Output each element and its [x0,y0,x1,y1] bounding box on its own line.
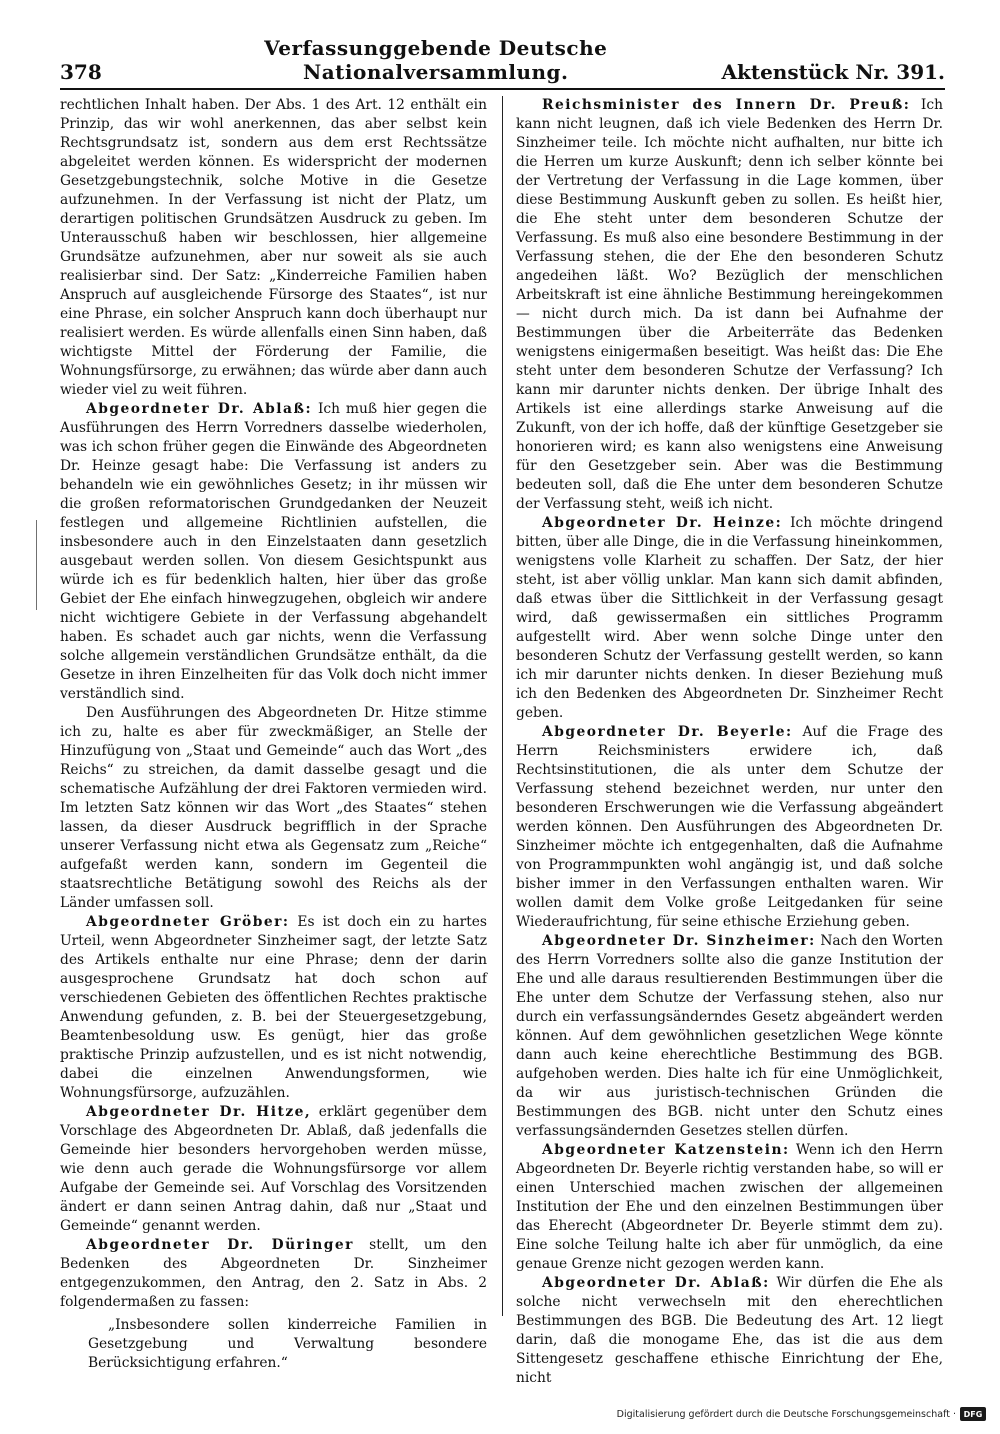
paragraph [60,96,487,400]
margin-mark [36,520,39,610]
speaker-name: Abgeordneter Katzenstein: [542,1142,790,1158]
paragraph-text: Es ist doch ein zu hartes Urteil, wenn Abgeordneter Sinzheimer sagt, der letzte Satz des Artikels enthalte nur eine Phrase; denn der darin ausgesprochene Grundsatz hat doch schon auf verschiedenen Gebieten des öffentlichen Rechtes praktische Anwendung gefunden, z. B. bei der Steuergesetzgebung, Beamtenbesoldung usw. Es genügt, hier das große praktische Prinzip aufzustellen, und es ist nicht notwendig, dabei die einzelnen Anwendungsformen, wie Wohnungsfürsorge, aufzuzählen. [60,914,488,1101]
block-quote [60,1316,487,1373]
paragraph [60,704,487,913]
paragraph [60,1103,487,1236]
paragraph [60,400,487,704]
paragraph-text: rechtlichen Inhalt haben. Der Abs. 1 des Art. 12 enthält ein Prinzip, das wir wohl anerkennen, das aber selbst kein Rechtsgrundsatz ist, sondern aus dem erst Rechtssätze abgeleitet werden können. Es widerspricht der modernen Gesetzgebungstechnik, solche Motive in die Gesetze aufzunehmen. In der Verfassung ist nicht der Platz, um derartigen politischen Grundsätzen Ausdruck zu geben. Im Unterausschuß haben wir beschlossen, hier allgemeine Grundsätze aufzunehmen, aber nur soweit als sie auch realisierbar sind. Der Satz: „Kinderreiche Familien haben Anspruch auf ausgleichende Fürsorge des Staates“, ist nur eine Phrase, ein solcher Anspruch kann doch überhaupt nur realisiert werden. Es würde allenfalls einen Sinn haben, daß wichtigste Mittel der Förderung der Familie, die Wohnungsfürsorge, zu erwähnen; das würde aber dann auch wieder viel zu weit führen. [60,97,487,398]
credit-text: Digitalisierung gefördert durch die Deutsche Forschungsgemeinschaft · [616,1408,956,1420]
column-divider [502,96,503,1316]
paragraph-text: stellt, um den Bedenken des Abgeordneten Dr. Sinzheimer entgegenzukommen, den Antrag, den 2. Satz in Abs. 2 folgendermaßen zu fassen: [60,1237,488,1310]
paragraph [516,932,943,1141]
paragraph-text: erklärt gegenüber dem Vorschlage des Abgeordneten Dr. Ablaß, daß jedenfalls die Gemeinde hier besonders hervorgehoben werden müsse, wie denn auch gerade die Wohnungsfürsorge vor allem Aufgabe der Gemeinde sei. Auf Vorschlag des Vorsitzenden ändert er dann seinen Antrag dahin, daß nur „Staat und Gemeinde“ genannt werden. [60,1104,488,1234]
paragraph-text: Wir dürfen die Ehe als solche nicht verwechseln mit den eherechtlichen Bestimmungen des BGB. Die Bedeutung des Art. 12 liegt darin, daß die monogame Ehe, das ist die aus dem Sittengesetz geschaffene ethische Einrichtung der Ehe, nicht [516,1275,943,1386]
paragraph-text: Wenn ich den Herrn Abgeordneten Dr. Beyerle richtig verstanden habe, so will er einen Unterschied machen zwischen der allgemeinen Institution der Ehe und den einzelnen Bestimmungen über das Eherecht (Abgeordneter Dr. Beyerle stimmt dem zu). Eine solche Teilung halte ich aber für unmöglich, da eine genaue Grenze nicht gezogen werden kann. [516,1142,943,1272]
paragraph [516,96,943,514]
paragraph-text: Nach den Worten des Herrn Vorredners sollte also die ganze Institution der Ehe und alle daraus resultierenden Bestimmungen über die Ehe unter dem Schutze der Verfassung stehen, also nur durch ein verfassungsänderndes Gesetz abgeändert werden können. Auf dem gewöhnlichen gesetzlichen Wege könnte dann auch keine eherechtliche Bestimmung des BGB. aufgehoben werden. Dies halte ich für eine Unmöglichkeit, da wir aus juristisch-technischen Gründen die Bestimmungen des BGB. nicht unter den Schutz eines verfassungsändernden Gesetzes stellen dürfen. [516,933,943,1139]
paragraph [516,1274,943,1388]
speaker-name: Abgeordneter Dr. Ablaß: [542,1275,770,1291]
page-header [60,36,945,90]
paragraph-text: Ich möchte dringend bitten, über alle Dinge, die in die Verfassung hineinkommen, wenigstens volle Klarheit zu schaffen. Der Satz, der hier steht, ist aber völlig unklar. Man kann sich damit abfinden, daß etwas über die Sittlichkeit in der Verfassung gesagt wird, daß gewissermaßen ein sittliches Programm aufgestellt wird. Aber wenn solche Dinge unter den besonderen Schutz der Verfassung gestellt werden, so kann ich mir darunter nichts denken. In dieser Beziehung muß ich den Bedenken des Abgeordneten Dr. Sinzheimer Recht geben. [516,515,943,721]
paragraph-text: Auf die Frage des Herrn Reichsministers erwidere ich, daß Rechtsinstitutionen, die als unter dem Schutze der Verfassung stehend bezeichnet werden, nur unter den besonderen Erschwerungen wie die Verfassung abgeändert werden können. Den Ausführungen des Abgeordneten Dr. Sinzheimer möchte ich entgegenhalten, daß die Aufnahme von Programmpunkten wohl angängig ist, und daß solche bisher immer in den Verfassungen enthalten waren. Wir wollen damit dem Volke große Leitgedanken für seine Wiederaufrichtung, für seine ethische Erziehung geben. [516,724,943,930]
speaker-name: Abgeordneter Dr. Beyerle: [542,724,793,740]
speaker-name: Abgeordneter Dr. Hitze, [86,1104,312,1120]
speaker-name: Abgeordneter Dr. Ablaß: [86,401,313,417]
running-title: Verfassunggebende Deutsche Nationalversammlung. [264,36,608,84]
paragraph [60,913,487,1103]
paragraph [516,1141,943,1274]
page-number: 378 [60,60,102,84]
speaker-name: Reichsminister des Innern Dr. Preuß: [542,97,911,113]
speaker-name: Abgeordneter Gröber: [86,914,290,930]
paragraph [60,1236,487,1312]
paragraph-text: Ich muß hier gegen die Ausführungen des Herrn Vorredners dasselbe wiederholen, was ich schon früher gegen die Einwände des Abgeordneten Dr. Heinze gesagt habe: Die Verfassung ist anders zu behandeln wie ein gewöhnliches Gesetz; in ihr müssen wir die großen reformatorischen Grundgedanken der Neuzeit festlegen und allgemeine Richtlinien aufstellen, die insbesondere auch in den Einzelstaaten dann gesetzlich ausgebaut werden sollen. Von diesem Gesichtspunkt aus würde ich es für bedenklich halten, hier über das große Gebiet der Ehe einfach hinwegzugehen, obgleich wir andere nicht wichtigere Gebiete in der Verfassung abgehandelt haben. Es schadet auch gar nichts, wenn die Verfassung solche allgemein verständlichen Grundsätze enthält, da die Gesetze in ihren Einzelheiten für das Volk doch nicht immer verständlich sind. [60,401,488,702]
paragraph [516,514,943,723]
left-column [60,96,488,1371]
right-column [516,96,943,1386]
dfg-logo-icon: DFG [960,1407,986,1421]
speaker-name: Abgeordneter Dr. Heinze: [542,515,783,531]
quote-text: „Insbesondere sollen kinderreiche Familien in Gesetzgebung und Verwaltung besondere Berücksichtigung erfahren.“ [88,1317,487,1371]
speaker-name: Abgeordneter Dr. Sinzheimer: [542,933,816,949]
speaker-name: Abgeordneter Dr. Düringer [86,1237,354,1253]
paragraph-text: Den Ausführungen des Abgeordneten Dr. Hitze stimme ich zu, halte es aber für zweckmäßiger, an Stelle der Hinzufügung von „Staat und Gemeinde“ auch das Wort „des Reichs“ zu streichen, da damit dasselbe gesagt und die schematische Aufzählung der drei Faktoren vermieden wird. Im letzten Satz können wir das Wort „des Staates“ stehen lassen, da dieser Ausdruck begrifflich in der Sprache unserer Verfassung nicht etwa als Gegensatz zum „Reiche“ aufgefaßt werden kann, sondern im Gegenteil die staatsrechtliche Betätigung sowohl des Reichs als der Länder umfassen soll. [60,705,487,911]
paragraph-text: Ich kann nicht leugnen, daß ich viele Bedenken des Herrn Dr. Sinzheimer teile. Ich möchte nicht aufhalten, nur bitte ich die Herren um kurze Auskunft; denn ich selber könnte bei der Vertretung der Verfassung in die Lage kommen, über diese Bestimmung Auskunft geben zu sollen. Es heißt hier, die Ehe steht unter dem besonderen Schutze der Verfassung. Es muß also eine besondere Bestimmung in der Verfassung stehen, die der Ehe den besonderen Schutz angedeihen läßt. Wo? Bezüglich der menschlichen Arbeitskraft ist eine ähnliche Bestimmung hereingekommen — nicht durch mich. Da ist dann bei Aufnahme der Bestimmungen über die Arbeiterräte das Bedenken wenigstens einigermaßen beseitigt. Was heißt das: Die Ehe steht unter dem besonderen Schutze der Verfassung? Ich kann mir darunter nichts denken. Der übrige Inhalt des Artikels ist eine allerdings starke Anweisung auf die Zukunft, von der ich hoffe, daß der künftige Gesetzgeber sie honorieren wird; es kann also wenigstens eine Anweisung für den Gesetzgeber sein. Aber was die Bestimmung bedeuten soll, daß die Ehe unter dem besonderen Schutze der Verfassung steht, weiß ich nicht. [516,97,943,512]
paragraph [516,723,943,932]
digitization-credit [617,1404,986,1424]
document-reference: Aktenstück Nr. 391. [721,60,945,84]
